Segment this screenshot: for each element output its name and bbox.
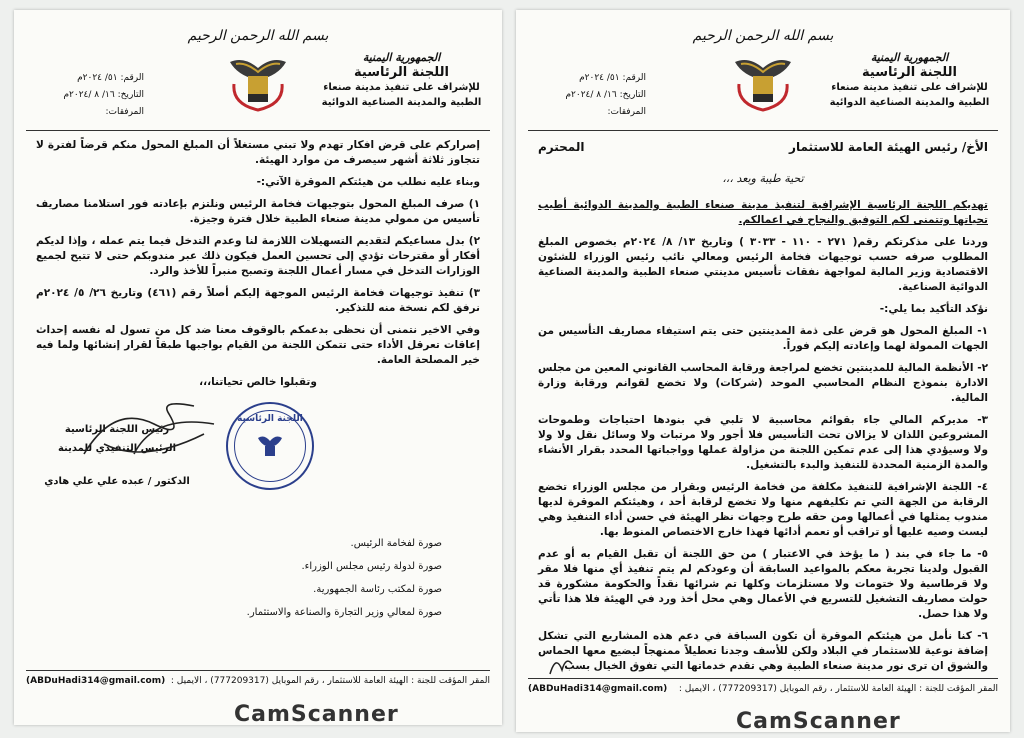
cc-item: صورة لدولة رئيس مجلس الوزراء.: [301, 561, 442, 572]
letterhead-issuer: [827, 50, 992, 110]
stamp-eagle-icon: [256, 434, 284, 460]
yemen-eagle-emblem-icon: [731, 54, 795, 112]
signatory-subtitle: الرئيس التنفيذي للمدينة: [57, 443, 177, 454]
signatory-title: رئيس اللجنة الرئاسية: [64, 424, 170, 435]
paragraph: وفي الاخير نتمنى أن نحظى بدعمكم بالوقوف معنا ضد كل من تسول له نفسه إحداث إعاقات تعرقل الأداء حتى تتمكن اللجنة من القيام بواجبها طبقاً لقرار إنشائها ولما فيه خير المصلحة العامة.: [36, 324, 480, 366]
cc-item: صورة لمكتب رئاسة الجمهورية.: [313, 584, 442, 595]
camscanner-watermark: CamScanner: [234, 702, 399, 725]
addressee: الأخ/ رئيس الهيئة العامة للاستثمار: [789, 140, 988, 154]
letter-body: [36, 138, 480, 397]
greeting: تحية طيبة وبعد ،،،: [722, 172, 804, 185]
cc-list: [247, 532, 442, 624]
signatory-name: الدكتور / عبده علي علي هادي: [44, 476, 190, 487]
paragraph: وبناء عليه نطلب من هيئتكم الموقرة الآتي:-: [256, 176, 480, 188]
list-item: ٣- مديركم المالي جاء بقوائم محاسبية لا تلبي في بنودها احتياجات وطموحات المشروعين اللذان لا يزالان تحت التأسيس فلا أجور ولا مرتبات ولا وسائل نقل ولا ولا ولا وسيؤدي هذا إلى عدم تمكين اللجنة من مزاولة عملها وواجباتها المحدد بقرار الأنشاء والمدة الزمنية المحددة للتنفيذ والبدء بالتشغيل.: [538, 414, 988, 471]
republic-name: الجمهورية اليمنية: [870, 51, 949, 64]
footer-email: (ABDuHadi314@gmail.com): [528, 684, 668, 694]
committee-line1: للإشراف على تنفيذ مدينة صنعاء: [831, 82, 988, 93]
closing: وتقبلوا خالص تحياتنا،،،: [199, 376, 317, 388]
intro-paragraph: وردنا على مذكرتكم رقم( ٢٧١ - ١١٠ - ٣٠٣٣ ) وتاريخ ١٣/ ٨/ ٢٠٢٤م بخصوص المبلغ المطلوب صرفه حسب توجيهات فخامة الرئيس ومعالي نائب رئيس الوزراء للشئون الاقتصادية وزير المالية لمواجهة نفقات تأسيس مدينتي صنعاء الطبية والمدينة الصناعية الدوائية الصناعية.: [538, 236, 988, 293]
honorific: المحترم: [538, 140, 585, 154]
list-item: ٢- الأنظمة المالية للمدينتين تخضع لمراجعة ورقابة المحاسب القانوني المعين من مجلس الادارة بنموذج النظام المحاسبي الموحد (شركات) ولا تخضع لقوانم ورقابة وزارة المالية.: [538, 362, 988, 404]
basmala: بسم الله الرحمن الرحيم: [692, 28, 834, 44]
ref-block: [34, 70, 144, 121]
paragraph: ٢) بدل مساعيكم لتقديم التسهيلات اللازمة لنا وعدم التدخل فيما يتم عمله ، وإذا لديكم أفكار أو مقترحات تؤدي إلى تحسين العمل فيكون ذلك عبر مندوبكم حتى لا تتيح لجميع الوزارات التدخل في مسار أعمال اللجنة وتصبح منبراً للأخذ والرد.: [36, 235, 480, 277]
cc-item: صورة لفخامة الرئيس.: [350, 538, 442, 549]
ref-value: ٥١/ ٢٠٢٤م: [77, 73, 118, 83]
list-item: ٤- اللجنة الإشرافية للتنفيذ مكلفة من فخامة الرئيس وبقرار من مجلس الوزراء تخضع الرقابة من الجهة التي تم تكليفهم منها ولا تخضع لرقابة أحد ، وهيئتكم الموقرة لديها مندوب يمثلها في أعمالها ومن حقه طرح وجهات نظر الهيئة في حسن أداء التنفيذ وهي ليست وصيه عليها أو تراقب أو تعمم أدائها فهذا خارج الاختصاص المنوط بها.: [538, 481, 988, 538]
header-rule: [26, 130, 490, 131]
paragraph: ١) صرف المبلغ المحول بتوجيهات فخامة الرئيس ونلتزم بإعادته فور استلامنا مصاريف تأسيس من ممولي مدينة صنعاء الطبية خلال فترة وجيزة.: [36, 198, 480, 225]
committee-line2: الطبية والمدينة الصناعية الدوائية: [321, 97, 482, 108]
confirm-heading: نؤكد التأكيد بما يلي:-: [879, 303, 988, 315]
ref-value: ٥١/ ٢٠٢٤م: [579, 73, 620, 83]
date-label: التاريخ:: [619, 90, 646, 100]
republic-name: الجمهورية اليمنية: [362, 51, 441, 64]
committee-line2: الطبية والمدينة الصناعية الدوائية: [829, 97, 990, 108]
paragraph: ٣) تنفيذ توجيهات فخامة الرئيس الموجهة إليكم أصلاً رقم (٤٦١) وتاريخ ٢٦/ ٥/ ٢٠٢٤م نرفق لكم نسخة منه للتذكير.: [36, 287, 481, 314]
letter-body: [538, 198, 988, 681]
header-rule: [528, 130, 998, 131]
letter-page-1: [516, 10, 1010, 732]
committee-line1: للإشراف على تنفيذ مدينة صنعاء: [323, 82, 480, 93]
initials-signature: [546, 650, 576, 680]
committee-name: اللجنة الرئاسية: [862, 65, 957, 80]
page-footer: [26, 670, 490, 686]
date-label: التاريخ:: [117, 90, 144, 100]
ref-block: [536, 70, 646, 121]
ref-label: الرقم:: [622, 73, 646, 83]
letter-page-2: [14, 10, 502, 725]
addressee-line: [538, 140, 988, 154]
page-footer: [528, 678, 998, 694]
footer-address: المقر المؤقت للجنة : الهيئة العامة للاستثمار ، رقم الموبايل (777209317) ، الايميل :: [170, 676, 490, 686]
footer-address: المقر المؤقت للجنة : الهيئة العامة للاستثمار ، رقم الموبايل (777209317) ، الايميل :: [678, 684, 998, 694]
handwritten-signature: [74, 394, 224, 474]
paragraph: إصراركم على قرض افكار تهدم ولا تبني مستغلاً أن المبلغ المحول منكم قرضاً لفترة لا تتجاوز ثلاثة أشهر سيصرف من موارد الهيئة.: [36, 139, 480, 166]
letterhead-issuer: [319, 50, 484, 110]
list-item: ١- المبلغ المحول هو قرض على ذمة المدينتين حتى يتم استيفاء مصاريف التأسيس من الجهات الممولة لهما وإعادته إليكم فوراً.: [538, 325, 988, 352]
official-stamp: [226, 402, 314, 490]
date-value: ١٦/ ٨ /٢٠٢٤م: [565, 90, 617, 100]
subject-line: تهديكم اللجنة الرئاسية الإشرافية لتنفيذ مدينة صنعاء الطبية والمدينة الدوائية أطيب تحياتها وتتمنى لكم التوفيق والنجاح في اعمالكم.: [538, 199, 988, 226]
list-item: ٦- كنا نأمل من هيئتكم الموقرة أن تكون السباقة في دعم هذه المشاريع التي تشكل إضافة نوعية للاستثمار في البلاد ولكن للأسف وجدنا تعطيلاً ممنهجاً ليضيع معها الحماس والشوق ان ترى نور مدينة صنعاء الطبية وهي تقدم خدماتها التي تفوق الخيال بسب: [538, 630, 988, 672]
date-value: ١٦/ ٨ /٢٠٢٤م: [63, 90, 115, 100]
attachments-label: المرفقات:: [105, 107, 144, 117]
stamp-text: اللجنة الرئاسية: [237, 414, 303, 424]
footer-email: (ABDuHadi314@gmail.com): [26, 676, 166, 686]
committee-name: اللجنة الرئاسية: [354, 65, 449, 80]
ref-label: الرقم:: [120, 73, 144, 83]
yemen-eagle-emblem-icon: [226, 54, 290, 112]
cc-item: صورة لمعالي وزير التجارة والصناعة والاستثمار.: [246, 607, 442, 618]
list-item: ٥- ما جاء في بند ( ما يؤخذ في الاعتبار ) من حق اللجنة أن تقبل القيام به أو عدم القبول ولدينا تجربة معكم بالمواعيد السابقة أن وعودكم لم يتم تنفيذ أي منها فلا مقر ولا قرطاسية ولا ختومات ولا مستلزمات وكلها تم شرائها نقداً والحكومة مشكورة قد حولت مصاريف التشغيل للتسريع في الأعمال وهي محل أخذ ورد في الهيئة فلا هذا تأتي ولا هذا حصل.: [538, 548, 988, 620]
camscanner-watermark: CamScanner: [736, 709, 901, 732]
attachments-label: المرفقات:: [607, 107, 646, 117]
basmala: بسم الله الرحمن الرحيم: [187, 28, 329, 44]
